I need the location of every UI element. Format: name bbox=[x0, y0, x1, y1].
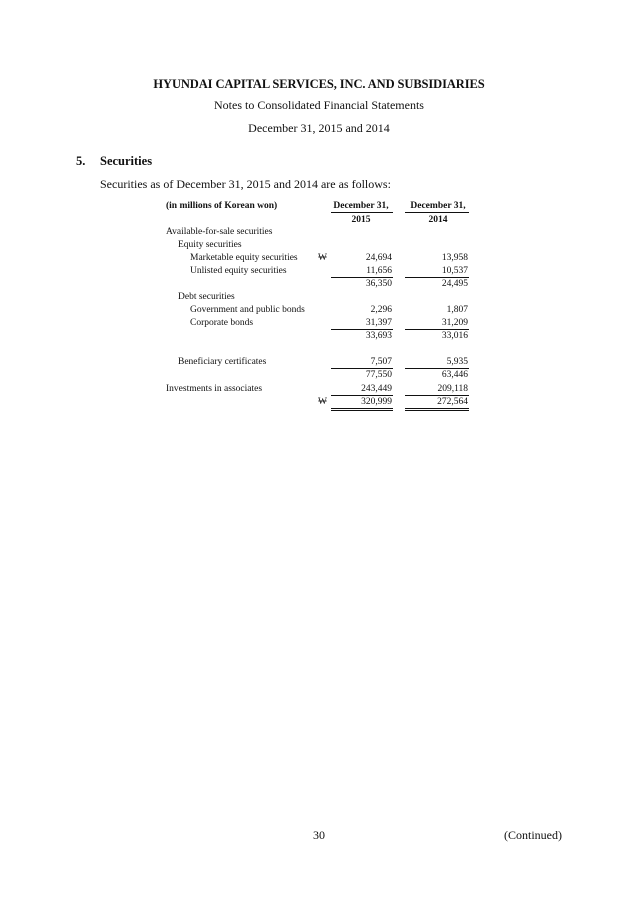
unlisted-label: Unlisted equity securities bbox=[190, 266, 287, 276]
section-intro: Securities as of December 31, 2015 and 2014 are as follows: bbox=[100, 177, 391, 191]
section-title: Securities bbox=[100, 154, 153, 168]
total-2015: 320,999 bbox=[361, 397, 392, 407]
currency-symbol-total: ₩ bbox=[318, 397, 327, 407]
unit-label: (in millions of Korean won) bbox=[166, 201, 278, 211]
govt-label: Government and public bonds bbox=[190, 305, 305, 315]
header-rule-2014 bbox=[405, 212, 469, 213]
corp-label: Corporate bonds bbox=[190, 318, 254, 328]
rule-total-2014 bbox=[405, 395, 469, 396]
corp-2015: 31,397 bbox=[365, 318, 392, 328]
associates-label: Investments in associates bbox=[166, 384, 263, 394]
rule-debt-2014 bbox=[405, 329, 469, 330]
rule-debt-2015 bbox=[331, 329, 393, 330]
equity-subtotal-2015: 36,350 bbox=[365, 279, 392, 289]
unlisted-2014: 10,537 bbox=[441, 266, 468, 276]
rule-equity-2014 bbox=[405, 277, 469, 278]
govt-2014: 1,807 bbox=[446, 305, 468, 315]
govt-2015: 2,296 bbox=[370, 305, 392, 315]
afs-total-2014: 63,446 bbox=[441, 370, 468, 380]
column-header-2014-line2: 2014 bbox=[428, 215, 448, 225]
column-header-2015-line1: December 31, bbox=[333, 201, 389, 211]
equity-label: Equity securities bbox=[178, 240, 242, 250]
currency-symbol: ₩ bbox=[318, 253, 327, 263]
continued-label: (Continued) bbox=[504, 828, 562, 842]
page-number: 30 bbox=[313, 828, 325, 842]
corp-2014: 31,209 bbox=[441, 318, 468, 328]
beneficiary-2015: 7,507 bbox=[370, 357, 392, 367]
beneficiary-2014: 5,935 bbox=[446, 357, 468, 367]
associates-2015: 243,449 bbox=[361, 384, 392, 394]
beneficiary-label: Beneficiary certificates bbox=[178, 357, 267, 367]
column-header-2015-line2: 2015 bbox=[351, 215, 371, 225]
document-date: December 31, 2015 and 2014 bbox=[248, 121, 390, 135]
unlisted-2015: 11,656 bbox=[366, 266, 392, 276]
afs-total-2015: 77,550 bbox=[365, 370, 392, 380]
rule-afs-2014 bbox=[405, 368, 469, 369]
section-heading bbox=[76, 154, 152, 169]
debt-subtotal-2015: 33,693 bbox=[365, 331, 392, 341]
marketable-label: Marketable equity securities bbox=[190, 253, 298, 263]
debt-subtotal-2014: 33,016 bbox=[441, 331, 468, 341]
double-rule-top-2015 bbox=[331, 408, 393, 409]
rule-afs-2015 bbox=[331, 368, 393, 369]
equity-subtotal-2014: 24,495 bbox=[441, 279, 468, 289]
document-subtitle: Notes to Consolidated Financial Statements bbox=[214, 98, 424, 112]
section-number: 5. bbox=[76, 154, 86, 168]
afs-label: Available-for-sale securities bbox=[166, 227, 273, 237]
double-rule-bottom-2014 bbox=[405, 410, 469, 411]
company-name: HYUNDAI CAPITAL SERVICES, INC. AND SUBSIDIARIES bbox=[153, 77, 485, 91]
double-rule-top-2014 bbox=[405, 408, 469, 409]
debt-label: Debt securities bbox=[178, 292, 235, 302]
associates-2014: 209,118 bbox=[437, 384, 468, 394]
marketable-2015: 24,694 bbox=[365, 253, 392, 263]
header-rule-2015 bbox=[331, 212, 393, 213]
rule-total-2015 bbox=[331, 395, 393, 396]
marketable-2014: 13,958 bbox=[441, 253, 468, 263]
rule-equity-2015 bbox=[331, 277, 393, 278]
total-2014: 272,564 bbox=[437, 397, 468, 407]
column-header-2014-line1: December 31, bbox=[410, 201, 466, 211]
double-rule-bottom-2015 bbox=[331, 410, 393, 411]
